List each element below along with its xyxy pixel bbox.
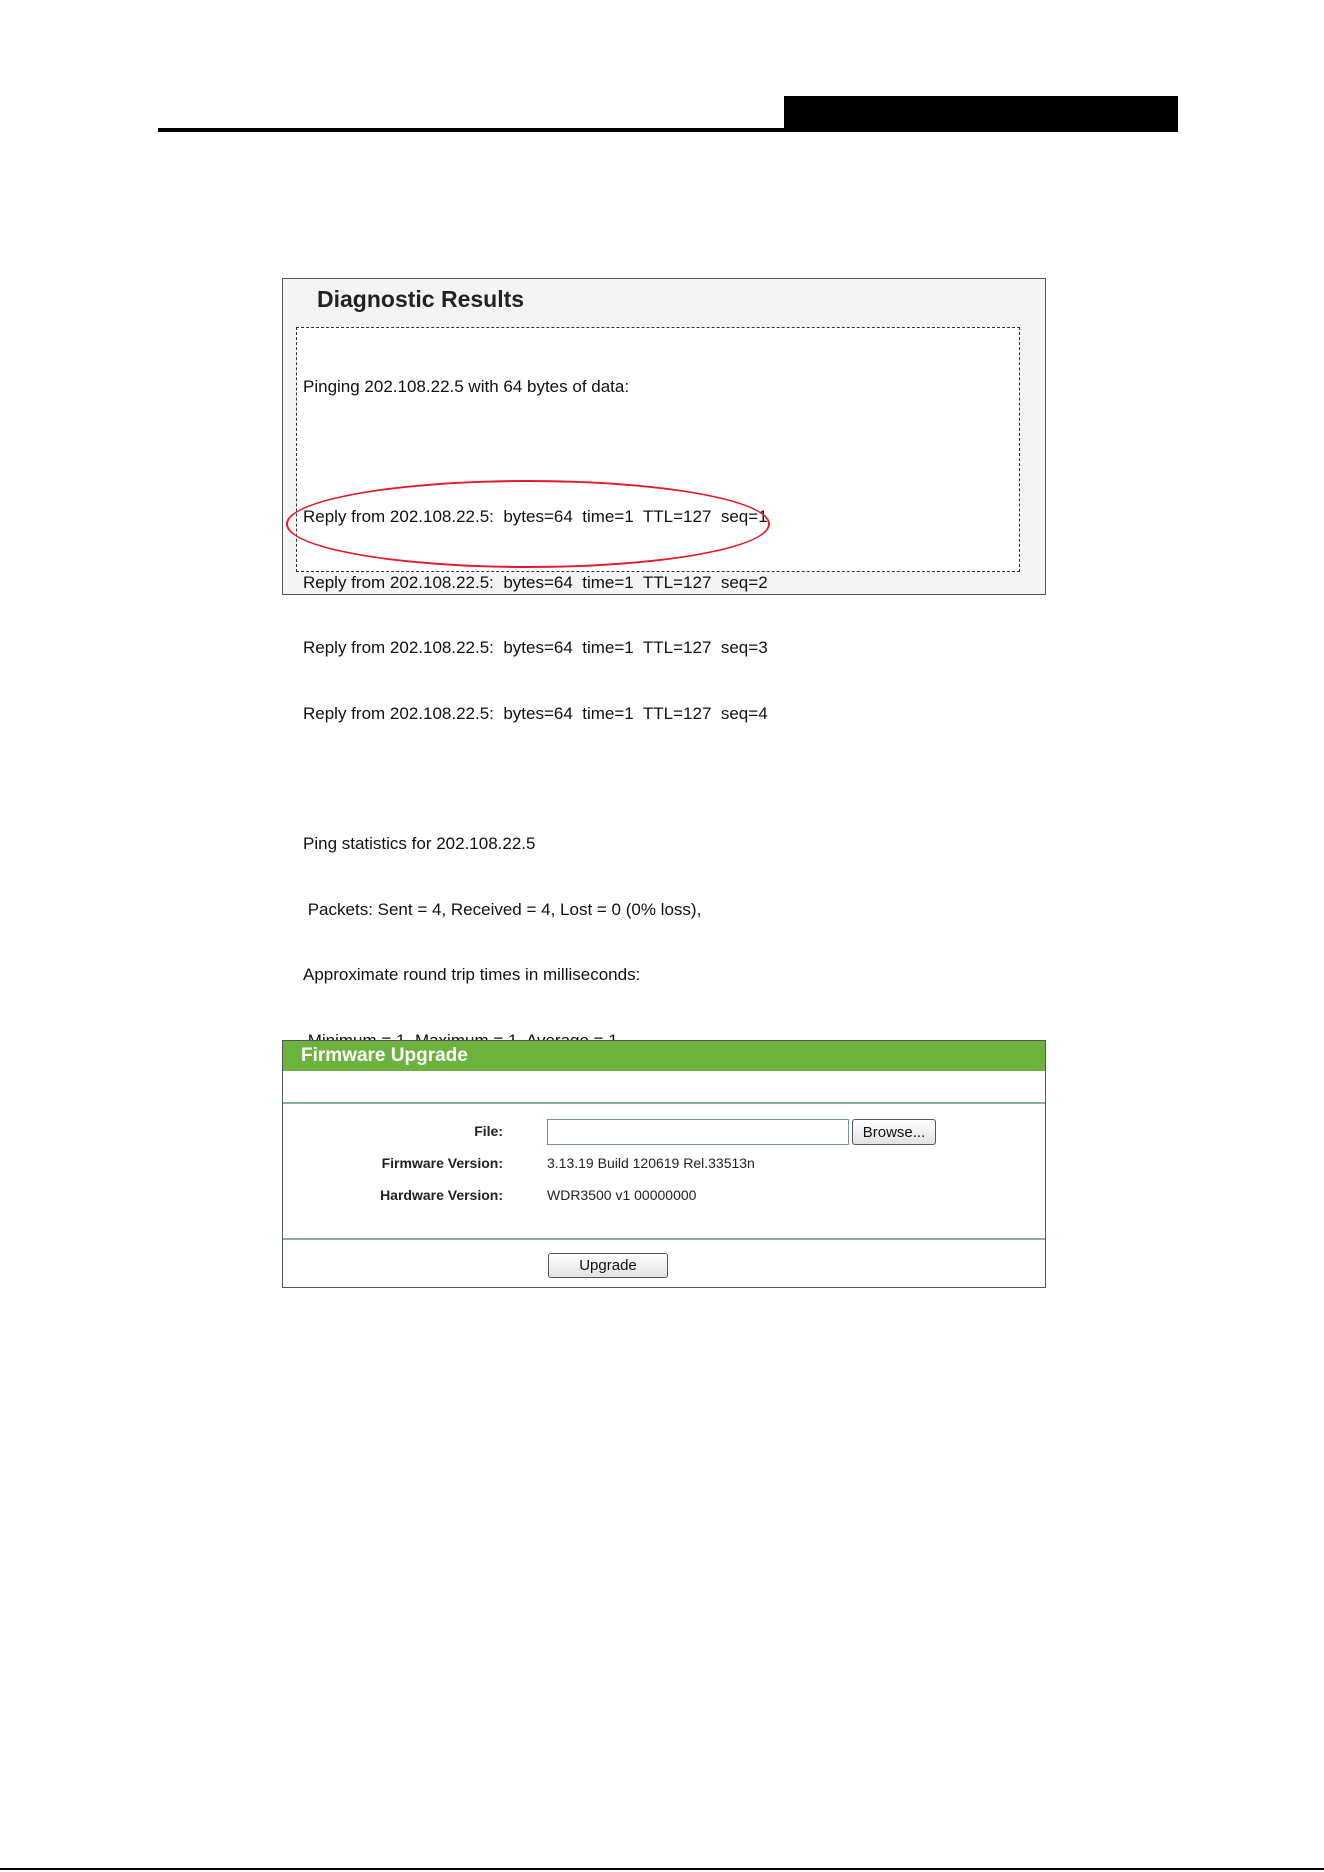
file-label: File: bbox=[474, 1123, 503, 1139]
output-line: Packets: Sent = 4, Received = 4, Lost = 0 (0% loss), bbox=[303, 899, 702, 919]
output-line: Pinging 202.108.22.5 with 64 bytes of data: bbox=[303, 376, 630, 396]
diagnostic-results-title: Diagnostic Results bbox=[317, 286, 525, 312]
output-line bbox=[303, 768, 1013, 790]
section-divider-top bbox=[283, 1102, 1045, 1104]
firmware-version-value: 3.13.19 Build 120619 Rel.33513n bbox=[547, 1155, 755, 1171]
output-line: Reply from 202.108.22.5: bytes=64 time=1 TTL=127 seq=3 bbox=[303, 638, 768, 658]
firmware-upgrade-header bbox=[283, 1041, 1045, 1071]
output-line: Reply from 202.108.22.5: bytes=64 time=1 TTL=127 seq=4 bbox=[303, 703, 768, 723]
upgrade-button[interactable]: Upgrade bbox=[548, 1253, 668, 1278]
header-block bbox=[784, 96, 1180, 132]
header-block-edge bbox=[1178, 96, 1180, 132]
diagnostic-results-panel bbox=[282, 278, 1046, 985]
firmware-upgrade-title: Firmware Upgrade bbox=[301, 1045, 468, 1066]
diagnostic-output bbox=[296, 327, 1020, 985]
output-line: Reply from 202.108.22.5: bytes=64 time=1 TTL=127 seq=1 bbox=[303, 507, 768, 527]
file-input[interactable] bbox=[547, 1119, 849, 1145]
output-line: Ping statistics for 202.108.22.5 bbox=[303, 834, 536, 854]
output-line bbox=[303, 441, 1013, 463]
footer-rule bbox=[0, 1868, 1324, 1870]
hardware-version-label: Hardware Version: bbox=[380, 1187, 503, 1203]
firmware-upgrade-panel bbox=[282, 1040, 1046, 1288]
output-line: Approximate round trip times in milliseconds: bbox=[303, 965, 641, 985]
browse-button[interactable]: Browse... bbox=[852, 1119, 936, 1145]
hardware-version-value: WDR3500 v1 00000000 bbox=[547, 1187, 697, 1203]
output-line: Reply from 202.108.22.5: bytes=64 time=1 TTL=127 seq=2 bbox=[303, 572, 768, 592]
firmware-version-label: Firmware Version: bbox=[381, 1155, 503, 1171]
section-divider-bottom bbox=[283, 1238, 1045, 1240]
